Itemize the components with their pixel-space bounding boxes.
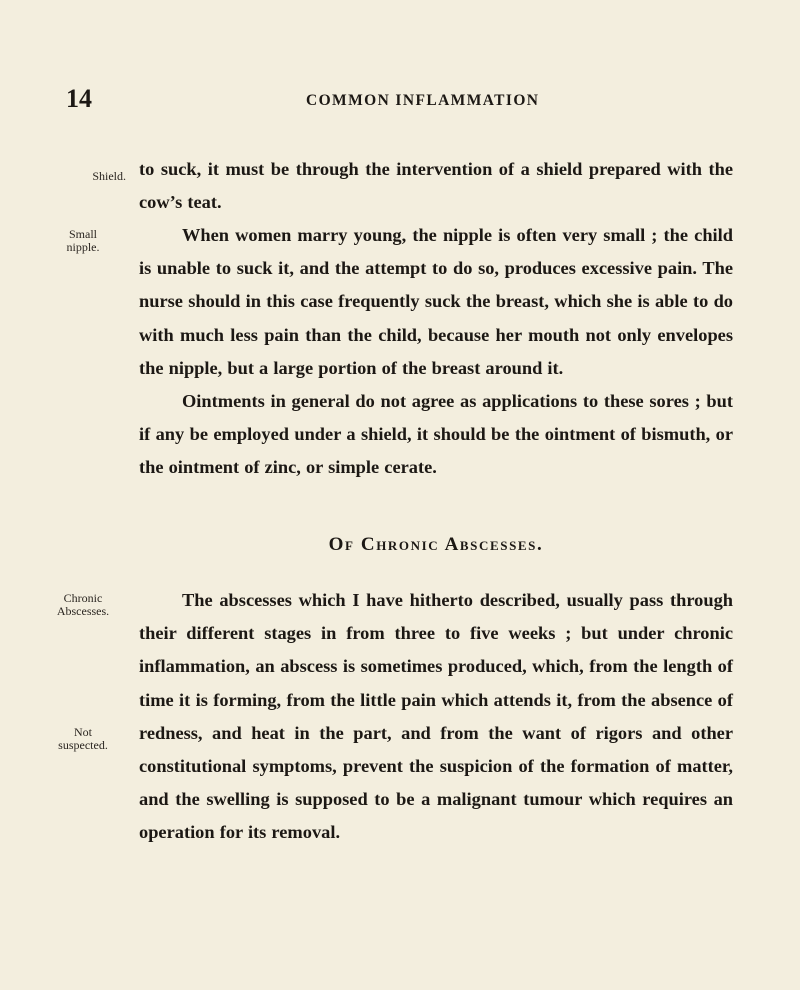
- margin-note-small-nipple: [40, 228, 126, 254]
- paragraph-1: to suck, it must be through the intervention of a shield prepared with the cow’s teat.: [139, 159, 733, 213]
- margin-note-chronic-abscesses: [40, 592, 126, 618]
- page-number: 14: [66, 84, 92, 113]
- margin-note-line: Abscesses.: [56, 604, 110, 618]
- margin-note-line: Small: [68, 227, 97, 241]
- paragraph-2: When women marry young, the nipple is often very small ; the child is unable to suck it, and the attempt to do so, produces excessive pain. The nurse should in this case frequently suck the breast, which she is able to do with much less pain than the child, because her mouth not only envelopes the nipple, but a large portion of the breast around it.: [139, 225, 733, 378]
- margin-note-line: suspected.: [58, 738, 108, 752]
- paragraph-3: Ointments in general do not agree as applications to these sores ; but if any be employed under a shield, it should be the ointment of bismuth, or the ointment of zinc, or simple cerate.: [139, 391, 733, 478]
- margin-note-not-suspected: [40, 726, 126, 752]
- margin-note-shield-text: Shield.: [92, 169, 126, 183]
- margin-note-line: Not: [74, 725, 92, 739]
- section-heading: Of Chronic Abscesses.: [328, 534, 544, 555]
- margin-note-shield: [40, 170, 126, 183]
- margin-note-line: nipple.: [66, 240, 100, 254]
- margin-note-line: Chronic: [63, 591, 103, 605]
- running-head: COMMON INFLAMMATION: [306, 92, 540, 109]
- paragraph-4: The abscesses which I have hitherto described, usually pass through their different stages in from three to five weeks ; but under chronic inflammation, an abscess is sometimes produced, which, from the length of time it is forming, from the little pain which attends it, from the absence of redness, and heat in the part, and from the want of rigors and other constitutional symptoms, prevent the suspicion of the formation of matter, and the swelling is supposed to be a malignant tumour which requires an operation for its removal.: [139, 590, 733, 843]
